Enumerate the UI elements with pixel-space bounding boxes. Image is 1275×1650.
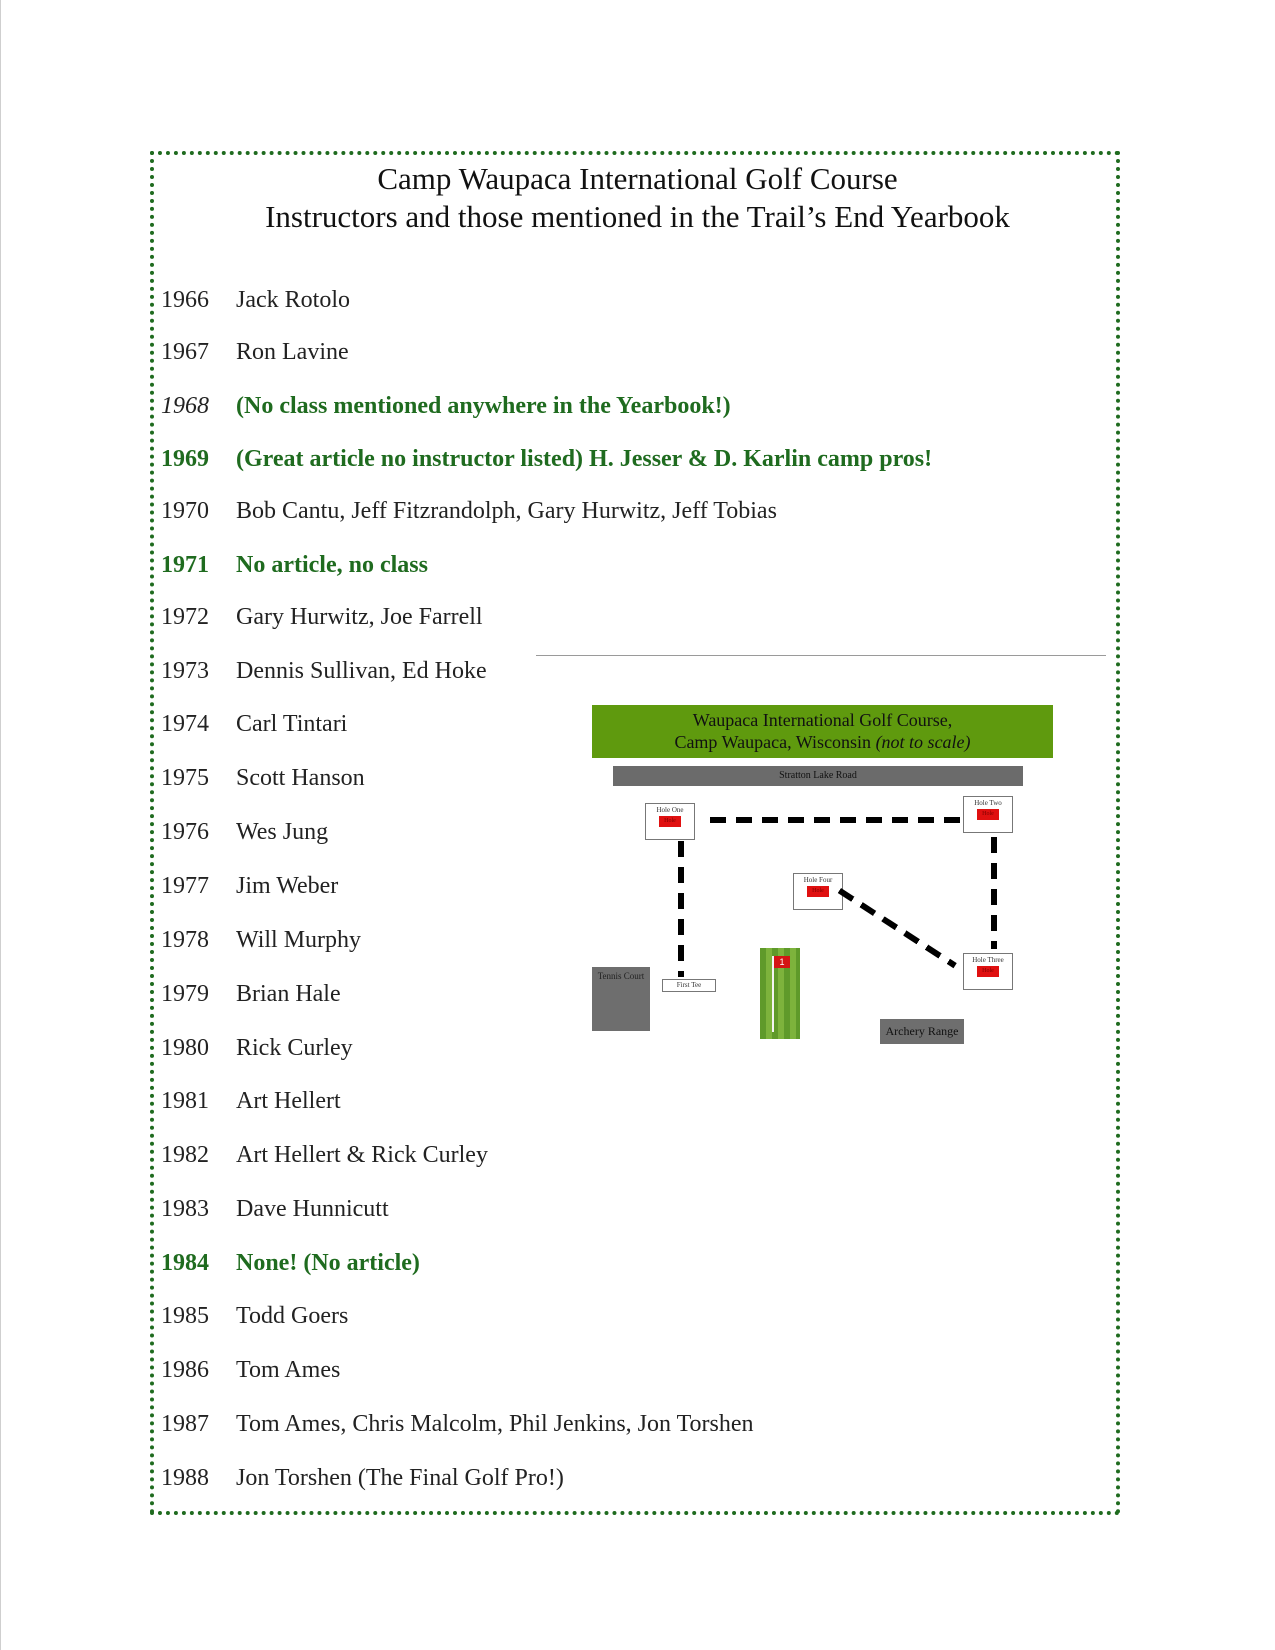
pin-flag: 1 [774,956,790,968]
year-label: 1977 [161,873,209,899]
instructor-text: Tom Ames [236,1357,341,1383]
year-label: 1976 [161,819,209,845]
page-title: Camp Waupaca International Golf Course [377,161,898,196]
year-label: 1978 [161,927,209,953]
year-label: 1970 [161,498,209,524]
year-label: 1981 [161,1088,209,1114]
map-title [592,705,1053,758]
instructor-text: Bob Cantu, Jeff Fitzrandolph, Gary Hurwitz, Jeff Tobias [236,498,777,524]
hole-four-box [793,873,843,910]
year-label: 1987 [161,1411,209,1437]
instructor-text: Wes Jung [236,819,329,845]
instructor-text: (No class mentioned anywhere in the Yearbook!) [236,393,731,419]
year-label: 1966 [161,287,209,313]
instructor-text: Art Hellert [236,1088,341,1114]
path-tee-to-hole-one [678,841,684,977]
instructor-text: None! (No article) [236,1250,420,1276]
instructor-text: No article, no class [236,552,428,578]
map-title-place: Camp Waupaca, Wisconsin [674,732,872,752]
instructor-text: Jim Weber [236,873,339,899]
path-hole-three-to-four [838,888,957,968]
year-label: 1967 [161,339,209,365]
instructor-text: Jon Torshen (The Final Golf Pro!) [236,1465,564,1491]
instructor-text: (Great article no instructor listed) H. Jesser & D. Karlin camp pros! [236,446,933,472]
divider-line [536,655,1106,656]
hole-three-label: Hole Three [972,956,1004,964]
hole-four-label: Hole Four [803,876,833,884]
instructor-text: Todd Goers [236,1303,349,1329]
path-hole-one-to-two [710,817,960,823]
year-label: 1985 [161,1303,209,1329]
map-title-line2 [592,731,1053,753]
instructor-text: Will Murphy [236,927,362,953]
instructor-text: Gary Hurwitz, Joe Farrell [236,604,483,630]
archery-range: Archery Range [880,1019,964,1044]
putting-green-image [760,948,800,1039]
golf-course-map [592,705,1057,1045]
hole-flag: Hole [807,886,829,897]
map-title-line1: Waupaca International Golf Course, [692,710,953,730]
instructor-text: Tom Ames, Chris Malcolm, Phil Jenkins, Jon Torshen [236,1411,754,1437]
year-label: 1968 [161,393,209,419]
year-label: 1982 [161,1142,209,1168]
first-tee: First Tee [662,979,716,992]
hole-two-box [963,796,1013,833]
hole-flag: Hole [977,966,999,977]
instructor-text: Rick Curley [236,1035,353,1061]
year-label: 1972 [161,604,209,630]
page-subtitle: Instructors and those mentioned in the Trail’s End Yearbook [265,199,1010,234]
instructor-text: Art Hellert & Rick Curley [236,1142,488,1168]
year-label: 1973 [161,658,209,684]
year-label: 1979 [161,981,209,1007]
instructor-text: Jack Rotolo [236,287,350,313]
hole-one-box [645,803,695,840]
instructor-text: Dave Hunnicutt [236,1196,389,1222]
hole-two-label: Hole Two [974,799,1002,807]
year-label: 1975 [161,765,209,791]
year-label: 1980 [161,1035,209,1061]
stratton-lake-road: Stratton Lake Road [613,766,1023,786]
map-title-note: (not to scale) [875,732,971,752]
hole-flag: Hole [659,816,681,827]
year-label: 1969 [161,446,209,472]
instructor-text: Dennis Sullivan, Ed Hoke [236,658,487,684]
year-label: 1984 [161,1250,209,1276]
hole-three-box [963,953,1013,990]
instructor-text: Brian Hale [236,981,341,1007]
year-label: 1971 [161,552,209,578]
year-label: 1986 [161,1357,209,1383]
instructor-text: Carl Tintari [236,711,348,737]
year-label: 1974 [161,711,209,737]
year-label: 1983 [161,1196,209,1222]
instructor-text: Ron Lavine [236,339,349,365]
page-edge [0,0,1,1650]
hole-flag: Hole [977,809,999,820]
year-label: 1988 [161,1465,209,1491]
path-hole-two-to-three [991,837,997,949]
instructor-text: Scott Hanson [236,765,365,791]
hole-one-label: Hole One [656,806,684,814]
tennis-court: Tennis Court [592,967,650,1031]
